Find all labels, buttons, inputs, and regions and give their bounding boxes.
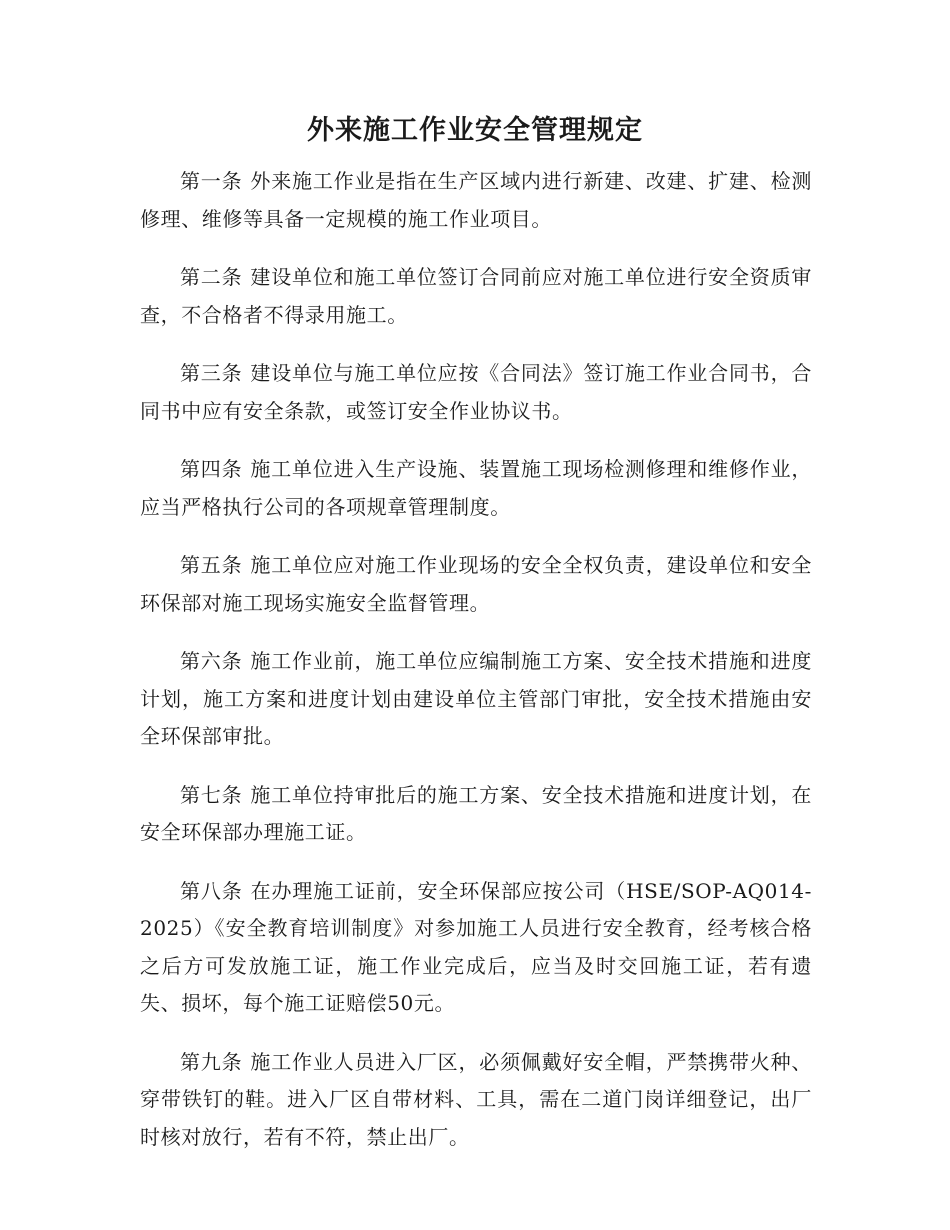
article-number: 第七条 [180, 782, 243, 807]
article-number: 第二条 [180, 265, 243, 289]
article-text: 施工作业前，施工单位应编制施工方案、安全技术措施和进度计划，施工方案和进度计划由建设单位主管部门审批，安全技术措施由安全环保部审批。 [140, 649, 812, 748]
article-number: 第四条 [180, 457, 243, 481]
article-text: 施工单位进入生产设施、装置施工现场检测修理和维修作业，应当严格执行公司的各项规章管理制度。 [140, 457, 812, 519]
article-number: 第五条 [180, 553, 243, 577]
document-title: 外来施工作业安全管理规定 [307, 115, 643, 146]
article-7 [140, 777, 812, 852]
article-text: 施工单位持审批后的施工方案、安全技术措施和进度计划，在安全环保部办理施工证。 [140, 782, 812, 844]
article-number: 第六条 [180, 649, 243, 673]
article-9 [140, 1044, 812, 1157]
article-5 [140, 547, 812, 622]
document-body [140, 163, 812, 1177]
article-1 [140, 163, 812, 238]
article-number: 第八条 [180, 878, 243, 903]
article-number: 第三条 [180, 361, 243, 385]
article-4 [140, 451, 812, 526]
article-number: 第一条 [180, 169, 243, 193]
article-6 [140, 643, 812, 756]
article-8 [140, 873, 812, 1023]
article-2 [140, 259, 812, 334]
article-number: 第九条 [180, 1049, 243, 1074]
article-text: 外来施工作业是指在生产区域内进行新建、改建、扩建、检测修理、维修等具备一定规模的施工作业项目。 [140, 169, 812, 231]
article-text: 建设单位和施工单位签订合同前应对施工单位进行安全资质审查，不合格者不得录用施工。 [140, 265, 812, 327]
article-text: 在办理施工证前，安全环保部应按公司（HSE/SOP-AQ014-2025）《安全教育培训制度》对参加施工人员进行安全教育，经考核合格之后方可发放施工证，施工作业完成后，应当及时交回施工证，若有遗失、损坏，每个施工证赔偿50元。 [140, 878, 812, 1015]
article-text: 施工单位应对施工作业现场的安全全权负责，建设单位和安全环保部对施工现场实施安全监督管理。 [140, 553, 812, 615]
article-3 [140, 355, 812, 430]
article-text: 施工作业人员进入厂区，必须佩戴好安全帽，严禁携带火种、穿带铁钉的鞋。进入厂区自带材料、工具，需在二道门岗详细登记，出厂时核对放行，若有不符，禁止出厂。 [140, 1049, 812, 1149]
article-text: 建设单位与施工单位应按《合同法》签订施工作业合同书，合同书中应有安全条款，或签订安全作业协议书。 [140, 361, 812, 423]
